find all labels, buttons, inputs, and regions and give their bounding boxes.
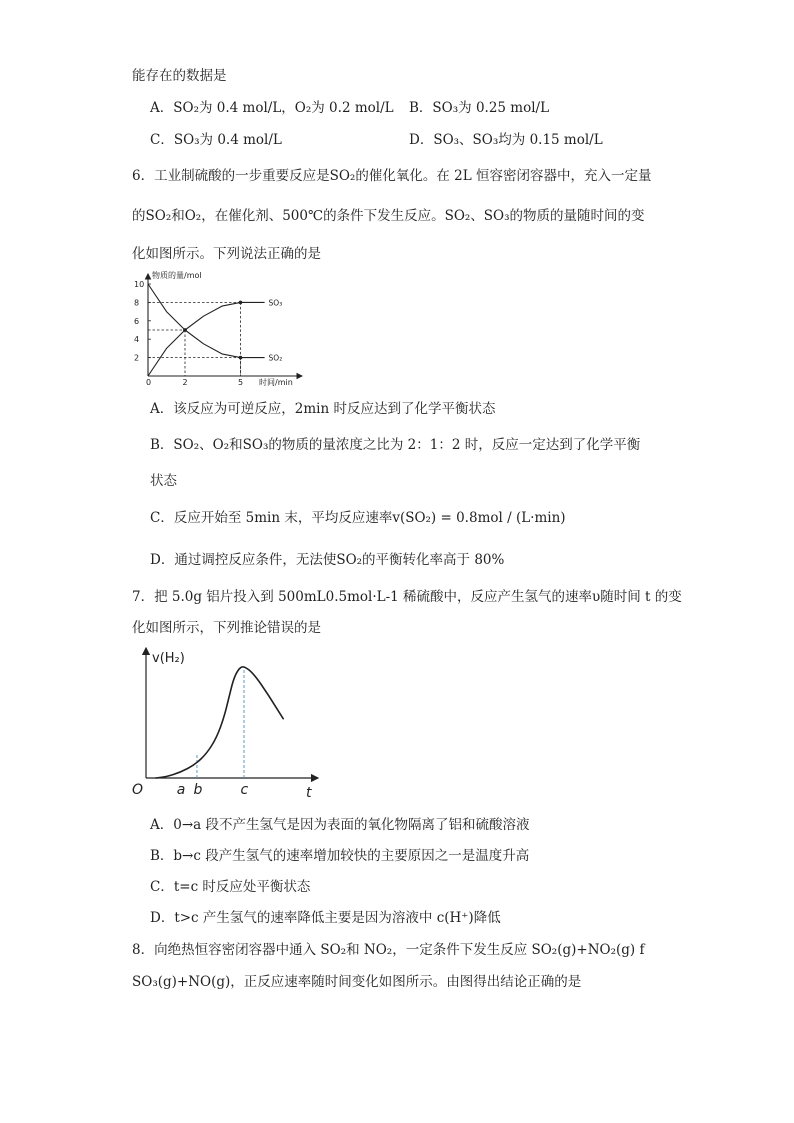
q5-option-c: C．SO₃为 0.4 mol/L [150, 132, 282, 148]
q6-x-tick-label: 2 [182, 378, 188, 387]
q6-series-label: SO₂ [268, 353, 283, 363]
q7-x-axis-label: t [306, 785, 312, 801]
q6-x-axis-label: 时间/min [259, 378, 293, 387]
q8-stem-line1: 8．向绝热恒容密闭容器中通入 SO₂和 NO₂，一定条件下发生反应 SO₂(g)+NO₂(g) f [132, 942, 645, 958]
q7-point-label-a: a [176, 782, 186, 798]
q6-stem-line3: 化如图所示。下列说法正确的是 [132, 246, 321, 262]
q6-y-axis-label: 物质的量/mol [152, 271, 202, 280]
q5-option-b: B．SO₃为 0.25 mol/L [409, 100, 550, 116]
q6-option-c: C．反应开始至 5min 末，平均反应速率v(SO₂) = 0.8mol / (L·min) [150, 510, 566, 526]
q7-stem-line1: 7．把 5.0g 铝片投入到 500mL0.5mol·L-1 稀硫酸中，反应产生氢气的速率υ随时间 t 的变 [132, 589, 682, 605]
q8-stem-line2: SO₃(g)+NO(g)，正反应速率随时间变化如图所示。由图得出结论正确的是 [132, 974, 582, 990]
q6-stem-line1: 6．工业制硫酸的一步重要反应是SO₂的催化氧化。在 2L 恒容密闭容器中，充入一定量 [132, 168, 652, 184]
q6-series-line-1 [148, 284, 265, 358]
q6-origin-label: 0 [146, 378, 152, 387]
q6-chart [130, 268, 310, 388]
q5-option-a: A．SO₂为 0.4 mol/L，O₂为 0.2 mol/L [150, 100, 394, 116]
q6-option-d: D．通过调控反应条件，无法使SO₂的平衡转化率高于 80% [150, 552, 505, 568]
q7-point-label-c: c [240, 782, 249, 798]
q6-y-tick-label: 10 [134, 280, 145, 289]
q7-option-c: C．t=c 时反应处平衡状态 [150, 879, 311, 895]
q6-data-point [239, 356, 243, 360]
q6-data-point [239, 301, 243, 305]
q6-option-b-line2: 状态 [150, 473, 177, 489]
q5-option-d: D．SO₃、SO₃均为 0.15 mol/L [409, 132, 603, 148]
q7-point-label-b: b [193, 782, 203, 798]
q6-data-point [183, 328, 187, 332]
q6-y-tick-label: 6 [134, 316, 140, 326]
q6-option-b-line1: B．SO₂、O₂和SO₃的物质的量浓度之比为 2：1：2 时，反应一定达到了化学平衡 [150, 437, 641, 453]
q6-option-a: A．该反应为可逆反应，2min 时反应达到了化学平衡状态 [150, 401, 496, 417]
q7-option-d: D．t>c 产生氢气的速率降低主要是因为溶液中 c(H⁺)降低 [150, 910, 501, 926]
q7-chart [128, 642, 328, 802]
q6-stem-line2: 的SO₂和O₂，在催化剂、500℃的条件下发生反应。SO₂、SO₃的物质的量随时间的变 [132, 208, 645, 224]
q7-option-a: A．0→a 段不产生氢气是因为表面的氧化物隔离了铝和硫酸溶液 [150, 817, 530, 833]
q6-y-tick-label: 4 [134, 335, 140, 345]
q5-tail: 能存在的数据是 [132, 68, 227, 84]
q7-y-axis-label: v(H₂) [152, 651, 185, 666]
q6-series-label: SO₃ [268, 298, 283, 308]
q6-y-tick-label: 8 [134, 298, 140, 308]
q7-option-b: B．b→c 段产生氢气的速率增加较快的主要原因之一是温度升高 [150, 848, 530, 864]
q7-stem-line2: 化如图所示，下列推论错误的是 [132, 620, 321, 636]
q7-rate-curve [156, 667, 283, 778]
q7-origin-label: O [132, 782, 144, 798]
q6-x-tick-label: 5 [238, 378, 244, 387]
q6-series-line-0 [148, 302, 265, 376]
q6-y-tick-label: 2 [134, 353, 140, 363]
